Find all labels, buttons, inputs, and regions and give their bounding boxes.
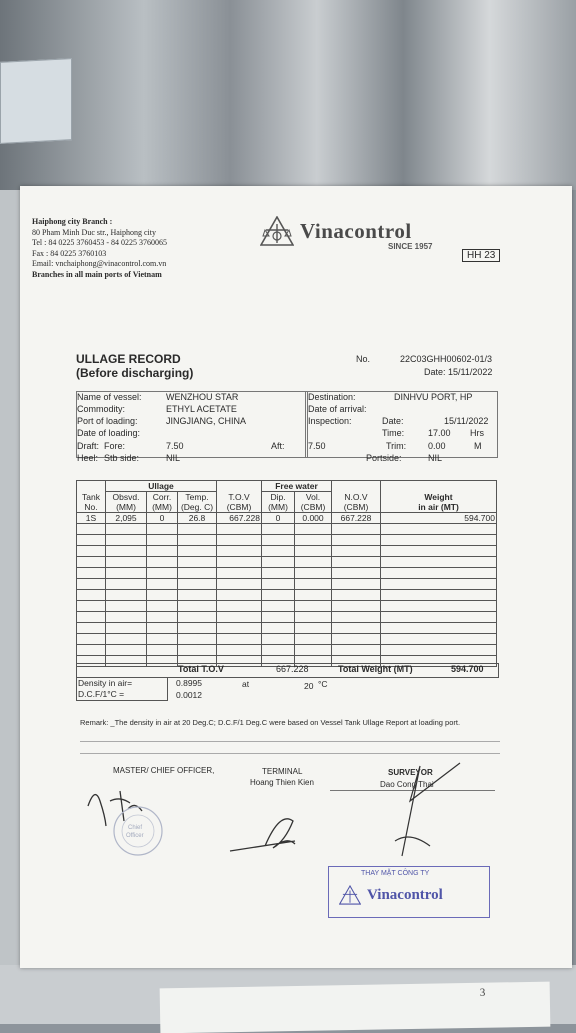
table-empty-cell: [106, 568, 147, 579]
table-empty-cell: [106, 535, 147, 546]
table-empty-cell: [295, 634, 332, 645]
col-header: Obsvd.: [106, 492, 147, 503]
document-title: [76, 352, 193, 380]
table-empty-row: [77, 634, 497, 645]
table-empty-cell: [381, 601, 497, 612]
table-empty-cell: [106, 590, 147, 601]
table-empty-cell: [262, 645, 295, 656]
table-empty-cell: [381, 568, 497, 579]
draft-label: Draft:: [77, 441, 100, 451]
totals-row: [76, 663, 497, 677]
table-cell: 667.228: [217, 513, 262, 524]
density-temp: 20: [304, 681, 314, 691]
logo-name: Vinacontrol: [300, 219, 412, 243]
table-empty-cell: [178, 612, 217, 623]
table-empty-cell: [106, 623, 147, 634]
master-signature: [80, 781, 200, 871]
table-empty-cell: [332, 535, 381, 546]
table-empty-row: [77, 557, 497, 568]
table-empty-cell: [178, 590, 217, 601]
terminal-label: TERMINAL: [262, 767, 303, 776]
table-empty-cell: [217, 623, 262, 634]
col-header: Vol.: [295, 492, 332, 503]
free-water-group-header: Free water: [262, 481, 332, 492]
col-header: T.O.V: [217, 492, 262, 503]
table-empty-cell: [295, 601, 332, 612]
table-cell: 0.000: [295, 513, 332, 524]
table-empty-cell: [295, 579, 332, 590]
background-left-edge: [0, 190, 20, 1024]
remark-line: [80, 741, 500, 742]
table-empty-cell: [295, 590, 332, 601]
record-date: Date: 15/11/2022: [424, 367, 493, 377]
table-empty-cell: [147, 623, 178, 634]
table-empty-row: [77, 645, 497, 656]
col-subheader: (CBM): [217, 502, 262, 513]
portside-label: Portside:: [366, 453, 402, 463]
col-subheader: (Deg. C): [178, 502, 217, 513]
terminal-signature: [225, 806, 315, 866]
table-empty-cell: [381, 557, 497, 568]
table-empty-cell: [77, 579, 106, 590]
col-header: N.O.V: [332, 492, 381, 503]
heel-label: Heel:: [77, 453, 99, 463]
port-loading-label: Port of loading:: [77, 416, 138, 426]
table-empty-cell: [147, 579, 178, 590]
table-empty-cell: [262, 590, 295, 601]
remark-line: [80, 753, 500, 754]
time-unit: Hrs: [470, 428, 484, 438]
density-label: Density in air=: [78, 678, 133, 688]
inspection-label: Inspection:: [308, 416, 352, 426]
table-empty-cell: [332, 546, 381, 557]
table-empty-cell: [147, 557, 178, 568]
title-line2: (Before discharging): [76, 366, 194, 380]
table-empty-cell: [217, 546, 262, 557]
table-empty-cell: [295, 546, 332, 557]
table-empty-cell: [178, 601, 217, 612]
next-page: [160, 982, 551, 1033]
table-empty-cell: [147, 546, 178, 557]
table-empty-cell: [295, 557, 332, 568]
col-subheader: (CBM): [332, 502, 381, 513]
table-empty-cell: [381, 579, 497, 590]
table-empty-cell: [381, 590, 497, 601]
table-empty-cell: [178, 546, 217, 557]
table-empty-cell: [77, 568, 106, 579]
table-empty-cell: [217, 645, 262, 656]
branch-email: Email: vnchaiphong@vinacontrol.com.vn: [32, 259, 167, 268]
svg-text:Chief: Chief: [128, 825, 143, 831]
col-header: Corr.: [147, 492, 178, 503]
table-empty-cell: [332, 568, 381, 579]
table-cell: 0: [147, 513, 178, 524]
table-empty-cell: [381, 634, 497, 645]
branch-name: Haiphong city Branch :: [32, 217, 113, 226]
table-empty-row: [77, 590, 497, 601]
table-empty-cell: [77, 546, 106, 557]
fore-label: Fore:: [104, 441, 126, 451]
total-tov: 667.228: [276, 664, 309, 674]
trim-value: 0.00: [428, 441, 446, 451]
table-empty-row: [77, 535, 497, 546]
table-empty-cell: [332, 623, 381, 634]
table-empty-cell: [178, 634, 217, 645]
table-empty-cell: [332, 612, 381, 623]
portside-value: NIL: [428, 453, 443, 463]
aft-label: Aft:: [271, 441, 285, 451]
table-empty-cell: [332, 524, 381, 535]
table-empty-cell: [217, 590, 262, 601]
table-cell: 594.700: [381, 513, 497, 524]
table-empty-cell: [77, 612, 106, 623]
title-line1: ULLAGE RECORD: [76, 352, 181, 366]
table-empty-cell: [295, 623, 332, 634]
table-empty-cell: [262, 568, 295, 579]
stb-value: NIL: [166, 453, 181, 463]
table-empty-cell: [381, 623, 497, 634]
col-subheader: (MM): [147, 502, 178, 513]
table-empty-cell: [178, 535, 217, 546]
company-stamp: [328, 866, 490, 918]
branch-tel: Tel : 84 0225 3760453 - 84 0225 3760065: [32, 238, 167, 247]
table-empty-cell: [217, 634, 262, 645]
table-empty-cell: [178, 645, 217, 656]
background-folder: [0, 58, 72, 144]
col-subheader: (MM): [106, 502, 147, 513]
table-empty-cell: [77, 590, 106, 601]
dcf-label: D.C.F/1°C =: [78, 689, 125, 699]
table-empty-cell: [217, 524, 262, 535]
form-code: HH 23: [462, 249, 500, 262]
table-empty-cell: [106, 634, 147, 645]
table-empty-cell: [217, 579, 262, 590]
table-empty-cell: [262, 546, 295, 557]
table-empty-cell: [147, 524, 178, 535]
table-empty-cell: [332, 634, 381, 645]
table-empty-cell: [106, 645, 147, 656]
stamp-line1: THAY MẶT CÔNG TY: [361, 870, 430, 877]
table-empty-cell: [147, 590, 178, 601]
table-empty-row: [77, 546, 497, 557]
table-cell: 667.228: [332, 513, 381, 524]
table-empty-cell: [262, 601, 295, 612]
logo-since: SINCE 1957: [388, 242, 433, 251]
table-empty-cell: [295, 568, 332, 579]
table-empty-cell: [262, 557, 295, 568]
insp-date-label: Date:: [382, 416, 404, 426]
dcf-value: 0.0012: [176, 690, 202, 700]
commodity-label: Commodity:: [77, 404, 126, 414]
table-empty-cell: [178, 557, 217, 568]
stamp-scales-icon: [339, 885, 361, 905]
ullage-record-sheet: [20, 186, 572, 968]
table-cell: 1S: [77, 513, 106, 524]
table-empty-cell: [295, 612, 332, 623]
table-empty-cell: [147, 535, 178, 546]
date-loading-label: Date of loading:: [77, 428, 141, 438]
table-empty-row: [77, 524, 497, 535]
table-empty-cell: [381, 535, 497, 546]
fore-value: 7.50: [166, 441, 184, 451]
terminal-name: Hoang Thien Kien: [250, 778, 314, 787]
table-empty-cell: [381, 645, 497, 656]
table-empty-cell: [77, 623, 106, 634]
table-cell: 26.8: [178, 513, 217, 524]
col-subheader: (MM): [262, 502, 295, 513]
table-empty-cell: [381, 524, 497, 535]
col-header: Weight: [381, 492, 497, 503]
aft-value: 7.50: [308, 441, 326, 451]
table-empty-cell: [178, 524, 217, 535]
density-value: 0.8995: [176, 678, 202, 688]
surveyor-line: [330, 790, 495, 791]
vinacontrol-logo: [260, 214, 450, 250]
stamp-line2: Vinacontrol: [367, 887, 443, 903]
table-empty-cell: [77, 645, 106, 656]
density-at: at: [242, 679, 250, 689]
table-empty-cell: [381, 612, 497, 623]
table-empty-cell: [217, 535, 262, 546]
table-empty-cell: [262, 579, 295, 590]
ullage-table: [76, 480, 497, 667]
table-empty-cell: [147, 634, 178, 645]
col-header: Dip.: [262, 492, 295, 503]
table-empty-cell: [262, 623, 295, 634]
table-empty-row: [77, 579, 497, 590]
table-cell: 2,095: [106, 513, 147, 524]
table-row: [77, 513, 497, 524]
record-number-label: No.: [356, 354, 371, 364]
vessel-info: [76, 391, 496, 471]
table-empty-cell: [77, 634, 106, 645]
table-empty-cell: [332, 601, 381, 612]
commodity: ETHYL ACETATE: [166, 404, 237, 414]
branch-ports: Branches in all main ports of Vietnam: [32, 269, 162, 279]
table-empty-cell: [178, 579, 217, 590]
surveyor-signature: [390, 761, 470, 871]
col-header: Tank: [77, 492, 106, 503]
surveyor-name: Dao Cong Thai: [380, 780, 434, 789]
total-weight: 594.700: [451, 664, 484, 674]
branch-fax: Fax : 84 0225 3760103: [32, 248, 107, 258]
stb-label: Stb side:: [104, 453, 140, 463]
branch-address: 80 Pham Minh Duc str., Haiphong city: [32, 227, 156, 237]
destination: DINHVU PORT, HP: [394, 392, 473, 402]
vessel-name: WENZHOU STAR: [166, 392, 239, 402]
table-empty-cell: [332, 645, 381, 656]
table-empty-cell: [217, 568, 262, 579]
port-loading: JINGJIANG, CHINA: [166, 416, 247, 426]
svg-text:Officer: Officer: [126, 833, 144, 839]
col-subheader: (CBM): [295, 502, 332, 513]
table-empty-cell: [147, 601, 178, 612]
total-tov-label: Total T.O.V: [178, 664, 224, 674]
density-temp-unit: °C: [318, 679, 328, 689]
trim-unit: M: [474, 441, 482, 451]
table-empty-cell: [332, 590, 381, 601]
table-empty-cell: [77, 535, 106, 546]
arrival-label: Date of arrival:: [308, 404, 367, 414]
table-empty-cell: [106, 601, 147, 612]
table-empty-cell: [77, 601, 106, 612]
table-empty-cell: [262, 612, 295, 623]
table-empty-cell: [106, 557, 147, 568]
table-empty-cell: [295, 645, 332, 656]
vessel-name-label: Name of vessel:: [77, 392, 142, 402]
remark: Remark: _The density in air at 20 Deg.C; D.C.F/1 Deg.C were based on Vessel Tank Ullage Report at loading port.: [80, 718, 461, 727]
table-empty-row: [77, 623, 497, 634]
branch-info: [32, 217, 167, 280]
col-subheader: No.: [77, 502, 106, 513]
table-empty-cell: [217, 612, 262, 623]
table-empty-cell: [178, 623, 217, 634]
trim-label: Trim:: [386, 441, 407, 451]
table-empty-row: [77, 568, 497, 579]
time-label: Time:: [382, 428, 405, 438]
col-header: Temp.: [178, 492, 217, 503]
table-empty-cell: [178, 568, 217, 579]
table-empty-cell: [262, 535, 295, 546]
table-empty-cell: [295, 524, 332, 535]
table-empty-cell: [106, 579, 147, 590]
table-empty-cell: [147, 568, 178, 579]
time-value: 17.00: [428, 428, 451, 438]
destination-label: Destination:: [308, 392, 356, 402]
col-subheader: in air (MT): [381, 502, 497, 513]
insp-date: 15/11/2022: [444, 416, 489, 426]
ullage-group-header: Ullage: [106, 481, 217, 492]
surveyor-label: SURVEYOR: [388, 768, 433, 777]
table-empty-cell: [77, 557, 106, 568]
table-empty-cell: [262, 524, 295, 535]
table-empty-cell: [381, 546, 497, 557]
table-empty-cell: [106, 524, 147, 535]
background-desk: [0, 0, 576, 190]
table-empty-cell: [332, 557, 381, 568]
scales-icon: [260, 216, 294, 246]
total-weight-label: Total Weight (MT): [338, 664, 413, 674]
table-empty-cell: [295, 535, 332, 546]
master-label: MASTER/ CHIEF OFFICER,: [113, 766, 215, 775]
record-number: 22C03GHH00602-01/3: [400, 354, 493, 364]
table-empty-row: [77, 601, 497, 612]
table-empty-cell: [106, 546, 147, 557]
page-number: 3: [479, 986, 486, 999]
table-cell: 0: [262, 513, 295, 524]
table-empty-row: [77, 612, 497, 623]
table-empty-cell: [217, 557, 262, 568]
table-empty-cell: [217, 601, 262, 612]
table-empty-cell: [77, 524, 106, 535]
table-empty-cell: [147, 612, 178, 623]
table-empty-cell: [262, 634, 295, 645]
table-empty-cell: [147, 645, 178, 656]
table-empty-cell: [332, 579, 381, 590]
table-empty-cell: [106, 612, 147, 623]
